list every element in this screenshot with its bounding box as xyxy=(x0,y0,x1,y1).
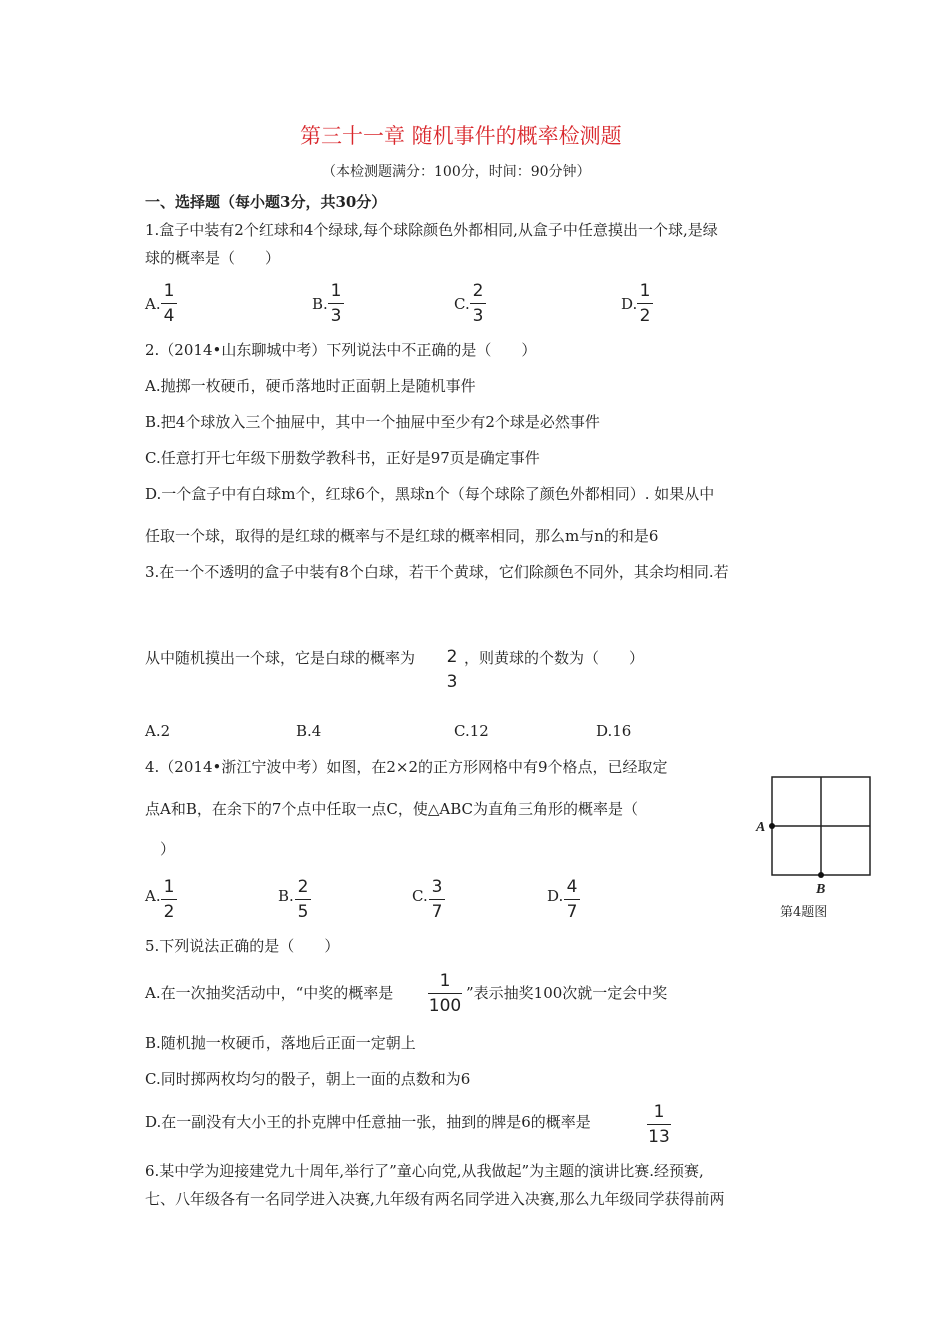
fraction-numerator: 4 xyxy=(566,877,578,897)
fraction-bar xyxy=(161,899,177,900)
q3-line1: 3.在一个不透明的盒子中装有8个白球，若干个黄球，它们除颜色不同外，其余均相同.若 xyxy=(145,563,729,581)
q5-option-a-fraction xyxy=(428,970,462,1017)
fraction-denominator: 13 xyxy=(648,1127,670,1147)
fraction-bar xyxy=(428,993,462,994)
section-heading: 一、选择题（每小题3分，共30分） xyxy=(145,193,387,211)
fraction-denominator: 2 xyxy=(639,306,651,326)
fraction-bar xyxy=(647,1124,671,1125)
q3-line2-end: ，则黄球的个数为（ ） xyxy=(464,649,645,667)
q1-option-d-label: D. xyxy=(621,295,638,313)
q5-option-a-start: A.在一次抽奖活动中，“中奖的概率是 xyxy=(145,984,394,1002)
q3-option-a: A.2 xyxy=(145,722,171,740)
q6-line2: 七、八年级各有一名同学进入决赛,九年级有两名同学进入决赛,那么九年级同学获得前两 xyxy=(145,1190,725,1208)
q3-line2-start: 从中随机摸出一个球，它是白球的概率为 xyxy=(145,649,416,667)
point-a-dot xyxy=(769,823,775,829)
fraction-numerator: 2 xyxy=(446,647,458,667)
q2-option-d-line2: 任取一个球，取得的是红球的概率与不是红球的概率相同，那么m与n的和是6 xyxy=(145,527,659,545)
q1-option-b-label: B. xyxy=(312,295,328,313)
fraction-numerator: 1 xyxy=(439,971,451,991)
q1-line1: 1.盒子中装有2个红球和4个绿球,每个球除颜色外都相同,从盒子中任意摸出一个球,是绿 xyxy=(145,221,718,239)
q4-line3: ） xyxy=(160,840,176,858)
fraction-numerator: 3 xyxy=(431,877,443,897)
fraction-numerator: 1 xyxy=(163,877,175,897)
q4-line1: 4.（2014•浙江宁波中考）如图，在2×2的正方形网格中有9个格点，已经取定 xyxy=(145,758,668,776)
q5-option-c: C.同时掷两枚均匀的骰子，朝上一面的点数和为6 xyxy=(145,1070,471,1088)
q3-option-b: B.4 xyxy=(296,722,322,740)
q1-option-c-fraction xyxy=(470,280,486,327)
fraction-denominator: 100 xyxy=(428,996,462,1016)
fraction-bar xyxy=(444,669,460,670)
page-subtitle: （本检测题满分：100分，时间：90分钟） xyxy=(322,164,591,180)
page-title: 第三十一章 随机事件的概率检测题 xyxy=(300,124,622,148)
q3-option-c: C.12 xyxy=(454,722,489,740)
point-b-dot xyxy=(818,872,824,878)
fraction-numerator: 2 xyxy=(472,281,484,301)
q5-option-d-start: D.在一副没有大小王的扑克牌中任意抽一张，抽到的牌是6的概率是 xyxy=(145,1113,591,1131)
q1-option-d-fraction xyxy=(637,280,653,327)
fraction-numerator: 1 xyxy=(653,1102,665,1122)
q3-option-d: D.16 xyxy=(596,722,632,740)
fraction-denominator: 7 xyxy=(566,902,578,922)
point-a-label: A xyxy=(756,820,766,835)
q4-grid-figure xyxy=(750,770,880,900)
q4-line2: 点A和B，在余下的7个点中任取一点C，使△ABC为直角三角形的概率是（ xyxy=(145,800,639,818)
fraction-bar xyxy=(429,899,445,900)
q4-option-d-fraction xyxy=(564,876,580,923)
fraction-bar xyxy=(161,303,177,304)
fraction-denominator: 7 xyxy=(431,902,443,922)
fraction-numerator: 1 xyxy=(330,281,342,301)
fraction-numerator: 1 xyxy=(163,281,175,301)
q2-option-a: A.抛掷一枚硬币，硬币落地时正面朝上是随机事件 xyxy=(145,377,476,395)
q4-option-b-fraction xyxy=(295,876,311,923)
q1-line2: 球的概率是（ ） xyxy=(145,249,281,267)
q4-option-c-label: C. xyxy=(412,887,428,905)
q4-option-a-label: A. xyxy=(145,887,161,905)
q4-option-c-fraction xyxy=(429,876,445,923)
q1-option-a-label: A. xyxy=(145,295,161,313)
q4-option-d-label: D. xyxy=(547,887,564,905)
q2-option-c: C.任意打开七年级下册数学教科书，正好是97页是确定事件 xyxy=(145,449,540,467)
q1-option-a-fraction xyxy=(161,280,177,327)
q1-option-c-label: C. xyxy=(454,295,470,313)
q5-option-d-fraction xyxy=(647,1101,671,1148)
fraction-bar xyxy=(564,899,580,900)
point-b-label: B xyxy=(816,882,826,897)
fraction-numerator: 2 xyxy=(297,877,309,897)
q4-figure-caption: 第4题图 xyxy=(780,905,828,920)
fraction-bar xyxy=(637,303,653,304)
fraction-denominator: 3 xyxy=(330,306,342,326)
q5-option-b: B.随机抛一枚硬币，落地后正面一定朝上 xyxy=(145,1034,416,1052)
q2-line1: 2.（2014•山东聊城中考）下列说法中不正确的是（ ） xyxy=(145,341,537,359)
fraction-bar xyxy=(295,899,311,900)
fraction-bar xyxy=(470,303,486,304)
fraction-denominator: 5 xyxy=(297,902,309,922)
fraction-denominator: 3 xyxy=(472,306,484,326)
q2-option-b: B.把4个球放入三个抽屉中，其中一个抽屉中至少有2个球是必然事件 xyxy=(145,413,600,431)
fraction-denominator: 2 xyxy=(163,902,175,922)
fraction-bar xyxy=(328,303,344,304)
q3-fraction xyxy=(444,646,460,693)
q5-line1: 5.下列说法正确的是（ ） xyxy=(145,937,340,955)
fraction-numerator: 1 xyxy=(639,281,651,301)
q4-option-b-label: B. xyxy=(278,887,294,905)
q6-line1: 6.某中学为迎接建党九十周年,举行了”童心向党,从我做起”为主题的演讲比赛.经预赛, xyxy=(145,1162,704,1180)
q1-option-b-fraction xyxy=(328,280,344,327)
q2-option-d-line1: D.一个盒子中有白球m个，红球6个，黑球n个（每个球除了颜色外都相同）. 如果从中 xyxy=(145,485,715,503)
q4-option-a-fraction xyxy=(161,876,177,923)
q5-option-a-end: ”表示抽奖100次就一定会中奖 xyxy=(466,984,668,1002)
fraction-denominator: 4 xyxy=(163,306,175,326)
fraction-denominator: 3 xyxy=(446,672,458,692)
